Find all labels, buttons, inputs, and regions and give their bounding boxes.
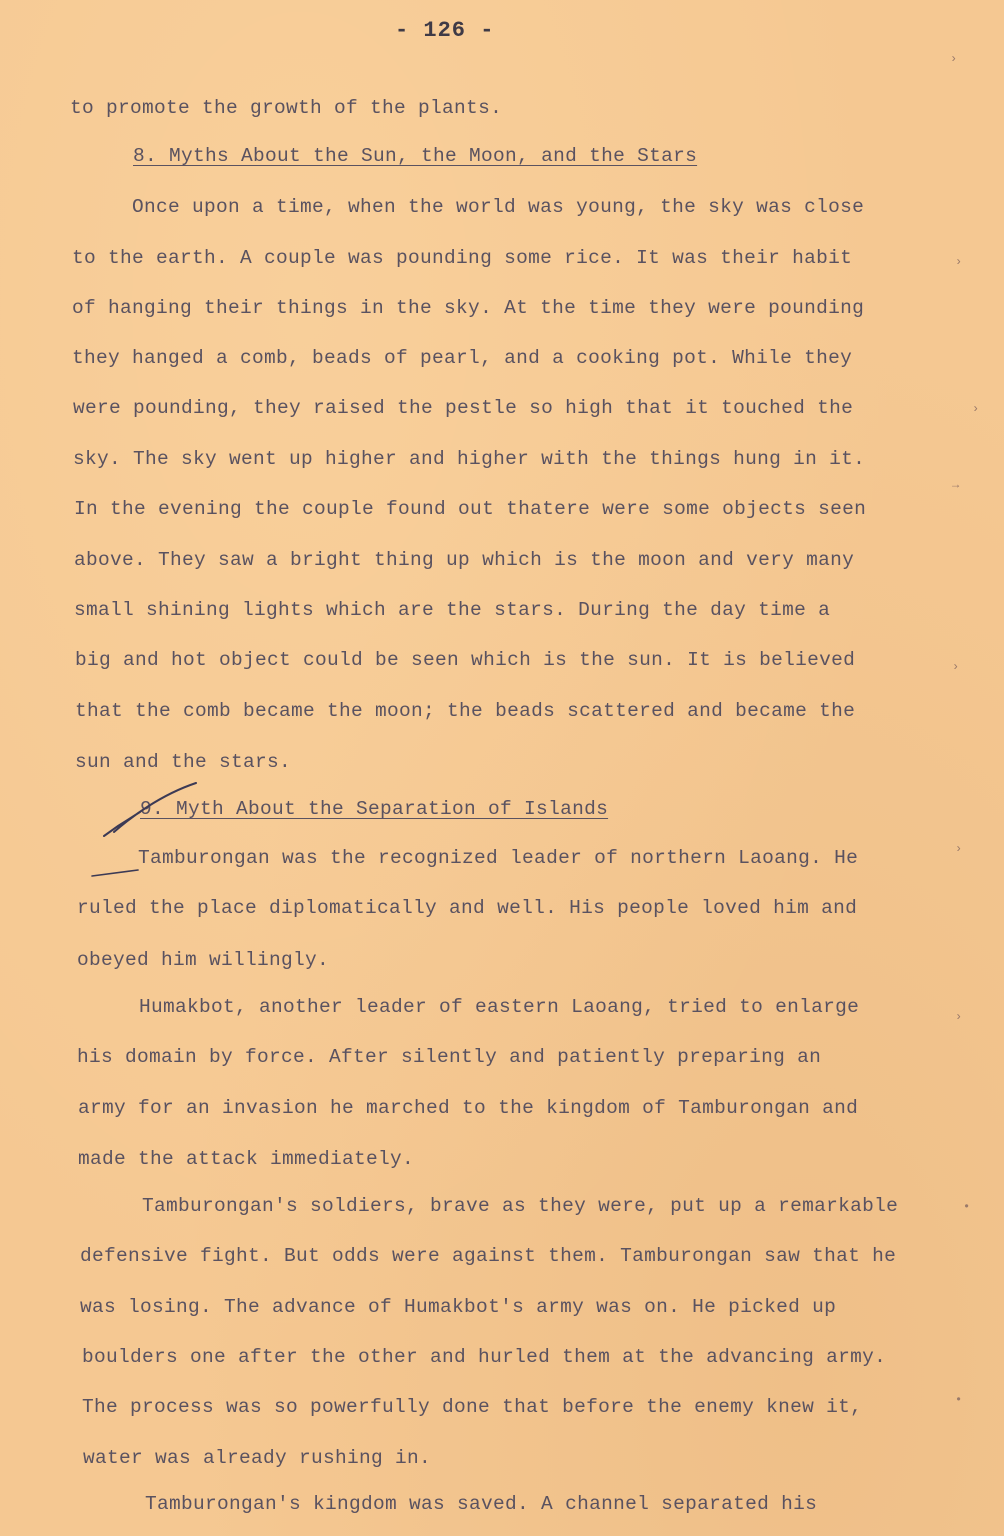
paragraph-line: defensive fight. But odds were against them. Tamburongan saw that he [80,1245,897,1267]
margin-mark: • [963,1200,971,1214]
paragraph-line: of hanging their things in the sky. At the time they were pounding [72,297,865,319]
paragraph-line: obeyed him willingly. [77,949,330,971]
paragraph-line: was losing. The advance of Humakbot's army was on. He picked up [80,1296,837,1318]
paragraph-line: In the evening the couple found out thatere were some objects seen [74,498,867,520]
paragraph-line: they hanged a comb, beads of pearl, and a cooking pot. While they [72,347,853,369]
paragraph-line: that the comb became the moon; the beads scattered and became the [75,700,856,722]
margin-mark: › [972,402,980,416]
paragraph-line: water was already rushing in. [83,1447,432,1469]
text-line: to promote the growth of the plants. [70,97,503,119]
margin-mark: › [952,660,960,674]
paragraph-line: Humakbot, another leader of eastern Laoang, tried to enlarge [139,996,860,1018]
paragraph-line: were pounding, they raised the pestle so high that it touched the [73,397,854,419]
paragraph-line: his domain by force. After silently and patiently preparing an [77,1046,822,1068]
paragraph-line: big and hot object could be seen which is the sun. It is believed [75,649,856,671]
page-number: - 126 - [395,18,495,43]
paragraph-line: Once upon a time, when the world was young, the sky was close [132,196,865,218]
margin-mark: › [955,255,963,269]
paragraph-line: The process was so powerfully done that before the enemy knew it, [82,1396,863,1418]
paragraph-line: ruled the place diplomatically and well. His people loved him and [77,897,858,919]
paragraph-line: Tamburongan's kingdom was saved. A channel separated his [145,1493,818,1515]
paragraph-line: above. They saw a bright thing up which is the moon and very many [74,549,855,571]
paragraph-line: made the attack immediately. [78,1148,415,1170]
paragraph-line: sky. The sky went up higher and higher with the things hung in it. [73,448,866,470]
paragraph-line: sun and the stars. [75,751,292,773]
margin-mark: › [950,52,958,66]
margin-mark: → [952,478,960,492]
margin-mark: › [955,842,963,856]
paragraph-line: army for an invasion he marched to the kingdom of Tamburongan and [78,1097,859,1119]
paragraph-line: small shining lights which are the stars. During the day time a [74,599,831,621]
paragraph-line: to the earth. A couple was pounding some rice. It was their habit [72,247,853,269]
paragraph-line: Tamburongan's soldiers, brave as they were, put up a remarkable [142,1195,899,1217]
margin-mark: • [955,1393,963,1407]
section-heading-separation-of-islands: 9. Myth About the Separation of Islands [140,798,609,820]
section-heading-sun-moon-stars: 8. Myths About the Sun, the Moon, and the Stars [133,145,698,167]
paragraph-line: Tamburongan was the recognized leader of northern Laoang. He [138,847,859,869]
paragraph-line: boulders one after the other and hurled them at the advancing army. [82,1346,887,1368]
margin-mark: › [955,1010,963,1024]
